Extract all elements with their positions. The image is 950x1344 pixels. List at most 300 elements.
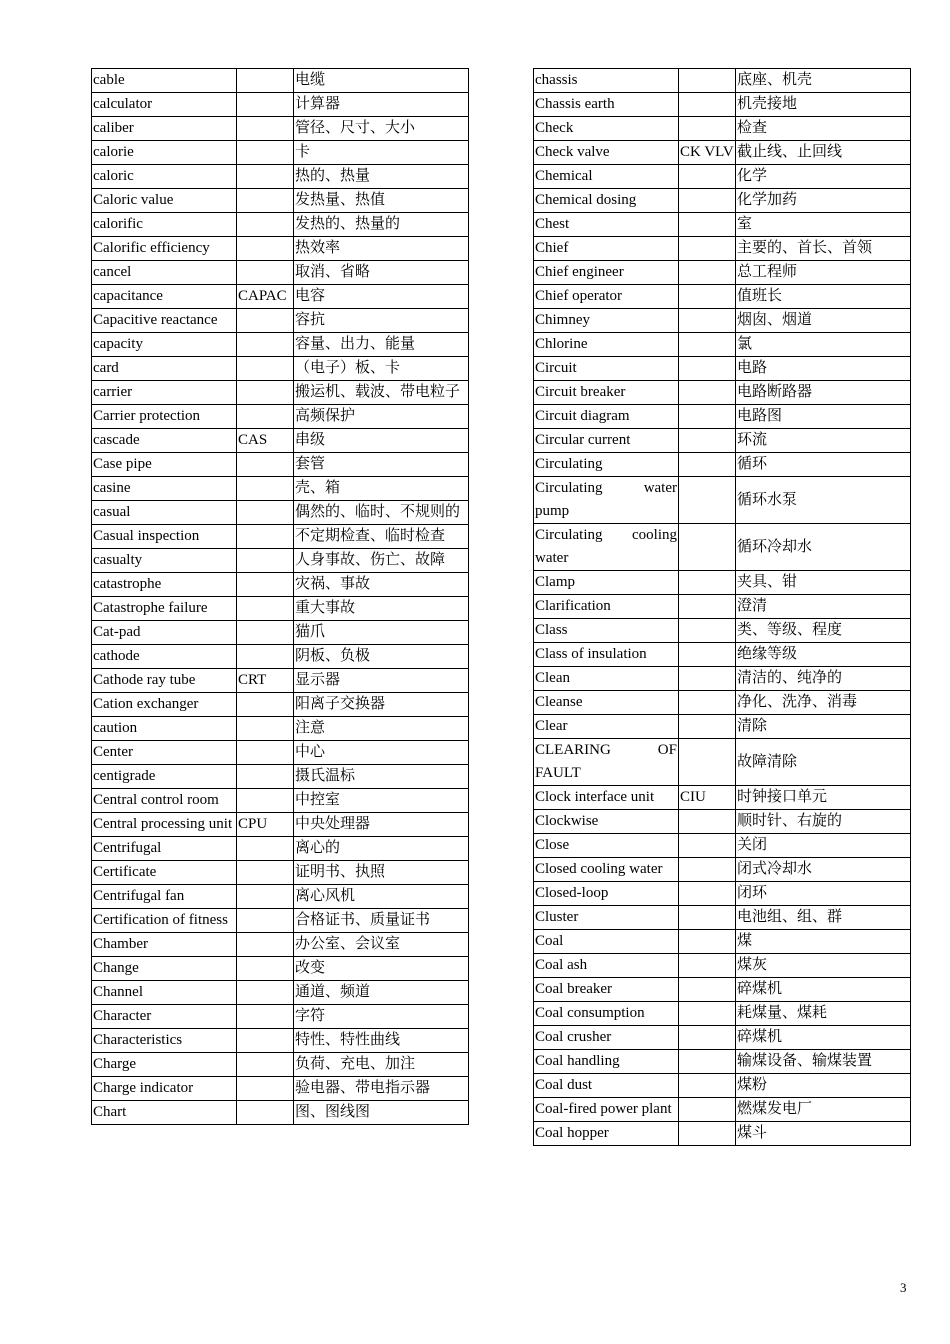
chinese-translation-cell: 字符	[294, 1005, 469, 1029]
chinese-translation-cell: 串级	[294, 429, 469, 453]
chinese-translation-cell: 计算器	[294, 93, 469, 117]
table-row	[534, 834, 911, 858]
abbreviation-cell	[237, 333, 294, 357]
chinese-translation-cell: 离心的	[294, 837, 469, 861]
abbreviation-cell: CAS	[237, 429, 294, 453]
abbreviation-cell	[237, 477, 294, 501]
abbreviation-cell	[679, 643, 736, 667]
abbreviation-cell	[679, 667, 736, 691]
table-row	[92, 309, 469, 333]
term-cell: Characteristics	[92, 1029, 237, 1053]
table-row	[534, 715, 911, 739]
abbreviation-cell	[237, 1029, 294, 1053]
term-cell: capacitance	[92, 285, 237, 309]
abbreviation-cell: CPU	[237, 813, 294, 837]
table-row	[92, 1101, 469, 1125]
abbreviation-cell	[679, 739, 736, 786]
table-row	[92, 861, 469, 885]
abbreviation-cell	[237, 1053, 294, 1077]
abbreviation-cell	[679, 429, 736, 453]
chinese-translation-cell: 电路	[736, 357, 911, 381]
abbreviation-cell	[679, 858, 736, 882]
abbreviation-cell	[679, 69, 736, 93]
table-row	[92, 525, 469, 549]
term-cell: Clockwise	[534, 810, 679, 834]
abbreviation-cell	[679, 381, 736, 405]
table-row	[534, 477, 911, 524]
abbreviation-cell	[237, 93, 294, 117]
term-cell: Clean	[534, 667, 679, 691]
chinese-translation-cell: 碎煤机	[736, 978, 911, 1002]
table-row	[92, 1005, 469, 1029]
chinese-translation-cell: 猫爪	[294, 621, 469, 645]
chinese-translation-cell: 闭式冷却水	[736, 858, 911, 882]
table-row	[534, 213, 911, 237]
chinese-translation-cell: 碎煤机	[736, 1026, 911, 1050]
table-row	[534, 595, 911, 619]
table-row	[534, 381, 911, 405]
abbreviation-cell	[237, 141, 294, 165]
chinese-translation-cell: 改变	[294, 957, 469, 981]
chinese-translation-cell: 套管	[294, 453, 469, 477]
abbreviation-cell	[679, 954, 736, 978]
chinese-translation-cell: 管径、尺寸、大小	[294, 117, 469, 141]
abbreviation-cell	[679, 1122, 736, 1146]
table-row	[534, 357, 911, 381]
table-row	[534, 954, 911, 978]
table-row	[92, 909, 469, 933]
term-cell: capacity	[92, 333, 237, 357]
term-cell: Check	[534, 117, 679, 141]
chinese-translation-cell: 灾祸、事故	[294, 573, 469, 597]
abbreviation-cell	[237, 909, 294, 933]
chinese-translation-cell: 净化、洗净、消毒	[736, 691, 911, 715]
chinese-translation-cell: 煤灰	[736, 954, 911, 978]
term-cell: Chief engineer	[534, 261, 679, 285]
table-row	[534, 571, 911, 595]
chinese-translation-cell: 阴板、负极	[294, 645, 469, 669]
abbreviation-cell	[679, 978, 736, 1002]
chinese-translation-cell: 清除	[736, 715, 911, 739]
chinese-translation-cell: 室	[736, 213, 911, 237]
abbreviation-cell	[679, 93, 736, 117]
term-cell: Calorific efficiency	[92, 237, 237, 261]
table-row	[534, 1122, 911, 1146]
table-row	[92, 213, 469, 237]
abbreviation-cell	[237, 573, 294, 597]
term-cell: Clock interface unit	[534, 786, 679, 810]
table-row	[92, 717, 469, 741]
term-cell: Chest	[534, 213, 679, 237]
table-row	[534, 453, 911, 477]
term-cell: Circular current	[534, 429, 679, 453]
glossary-table-right	[533, 68, 911, 1146]
term-cell: CLEARING OF FAULT	[534, 739, 679, 786]
abbreviation-cell	[237, 309, 294, 333]
term-cell: Cluster	[534, 906, 679, 930]
table-row	[92, 933, 469, 957]
abbreviation-cell	[679, 357, 736, 381]
abbreviation-cell	[237, 1101, 294, 1125]
table-row	[534, 1074, 911, 1098]
table-row	[92, 813, 469, 837]
table-row	[92, 357, 469, 381]
table-row	[92, 741, 469, 765]
chinese-translation-cell: 煤	[736, 930, 911, 954]
chinese-translation-cell: 中心	[294, 741, 469, 765]
table-row	[534, 333, 911, 357]
chinese-translation-cell: 循环水泵	[736, 477, 911, 524]
term-cell: Coal hopper	[534, 1122, 679, 1146]
abbreviation-cell	[237, 69, 294, 93]
chinese-translation-cell: 输煤设备、输煤装置	[736, 1050, 911, 1074]
table-row	[92, 477, 469, 501]
chinese-translation-cell: 闭环	[736, 882, 911, 906]
table-row	[534, 261, 911, 285]
chinese-translation-cell: 清洁的、纯净的	[736, 667, 911, 691]
abbreviation-cell	[679, 882, 736, 906]
chinese-translation-cell: 合格证书、质量证书	[294, 909, 469, 933]
term-cell: Closed cooling water	[534, 858, 679, 882]
table-row	[534, 1050, 911, 1074]
table-row	[534, 189, 911, 213]
term-cell: cathode	[92, 645, 237, 669]
chinese-translation-cell: 主要的、首长、首领	[736, 237, 911, 261]
term-cell: Capacitive reactance	[92, 309, 237, 333]
term-cell: cancel	[92, 261, 237, 285]
abbreviation-cell: CK VLV	[679, 141, 736, 165]
chinese-translation-cell: 机壳接地	[736, 93, 911, 117]
chinese-translation-cell: 耗煤量、煤耗	[736, 1002, 911, 1026]
term-cell: Chief operator	[534, 285, 679, 309]
chinese-translation-cell: 搬运机、载波、带电粒子	[294, 381, 469, 405]
term-cell: centigrade	[92, 765, 237, 789]
table-row	[534, 524, 911, 571]
table-row	[92, 981, 469, 1005]
abbreviation-cell	[679, 309, 736, 333]
term-cell: casual	[92, 501, 237, 525]
term-cell: caloric	[92, 165, 237, 189]
term-cell: Circuit	[534, 357, 679, 381]
abbreviation-cell	[679, 619, 736, 643]
abbreviation-cell	[237, 765, 294, 789]
term-cell: Channel	[92, 981, 237, 1005]
term-cell: Check valve	[534, 141, 679, 165]
chinese-translation-cell: 卡	[294, 141, 469, 165]
term-cell: Certificate	[92, 861, 237, 885]
chinese-translation-cell: 夹具、钳	[736, 571, 911, 595]
chinese-translation-cell: 办公室、会议室	[294, 933, 469, 957]
table-row	[92, 165, 469, 189]
abbreviation-cell	[237, 549, 294, 573]
abbreviation-cell	[237, 621, 294, 645]
abbreviation-cell	[679, 810, 736, 834]
term-cell: Cation exchanger	[92, 693, 237, 717]
abbreviation-cell	[679, 715, 736, 739]
chinese-translation-cell: 澄清	[736, 595, 911, 619]
table-row	[92, 573, 469, 597]
term-cell: Circulating cooling water	[534, 524, 679, 571]
term-cell: Chlorine	[534, 333, 679, 357]
term-cell: Coal	[534, 930, 679, 954]
term-cell: Charge indicator	[92, 1077, 237, 1101]
chinese-translation-cell: 验电器、带电指示器	[294, 1077, 469, 1101]
abbreviation-cell	[679, 117, 736, 141]
chinese-translation-cell: 化学加药	[736, 189, 911, 213]
chinese-translation-cell: 取消、省略	[294, 261, 469, 285]
abbreviation-cell	[237, 453, 294, 477]
abbreviation-cell	[237, 957, 294, 981]
term-cell: Center	[92, 741, 237, 765]
chinese-translation-cell: 顺时针、右旋的	[736, 810, 911, 834]
abbreviation-cell	[237, 693, 294, 717]
chinese-translation-cell: 故障清除	[736, 739, 911, 786]
abbreviation-cell	[237, 261, 294, 285]
table-row	[92, 669, 469, 693]
chinese-translation-cell: 中控室	[294, 789, 469, 813]
chinese-translation-cell: 发热的、热量的	[294, 213, 469, 237]
term-cell: caliber	[92, 117, 237, 141]
chinese-translation-cell: 电路图	[736, 405, 911, 429]
chinese-translation-cell: 摄氏温标	[294, 765, 469, 789]
chinese-translation-cell: 重大事故	[294, 597, 469, 621]
abbreviation-cell	[679, 691, 736, 715]
abbreviation-cell	[679, 333, 736, 357]
term-cell: Coal dust	[534, 1074, 679, 1098]
abbreviation-cell	[237, 741, 294, 765]
table-row	[92, 237, 469, 261]
table-row	[534, 405, 911, 429]
term-cell: catastrophe	[92, 573, 237, 597]
chinese-translation-cell: 总工程师	[736, 261, 911, 285]
chinese-translation-cell: 显示器	[294, 669, 469, 693]
abbreviation-cell	[237, 1005, 294, 1029]
chinese-translation-cell: 阳离子交换器	[294, 693, 469, 717]
abbreviation-cell	[237, 189, 294, 213]
abbreviation-cell: CRT	[237, 669, 294, 693]
term-cell: cascade	[92, 429, 237, 453]
term-cell: Caloric value	[92, 189, 237, 213]
chinese-translation-cell: 电容	[294, 285, 469, 309]
term-cell: Coal-fired power plant	[534, 1098, 679, 1122]
chinese-translation-cell: 烟囱、烟道	[736, 309, 911, 333]
chinese-translation-cell: 热的、热量	[294, 165, 469, 189]
term-cell: cable	[92, 69, 237, 93]
chinese-translation-cell: 偶然的、临时、不规则的	[294, 501, 469, 525]
term-cell: Class	[534, 619, 679, 643]
table-row	[92, 453, 469, 477]
chinese-translation-cell: 发热量、热值	[294, 189, 469, 213]
abbreviation-cell	[237, 501, 294, 525]
chinese-translation-cell: 值班长	[736, 285, 911, 309]
table-row	[92, 549, 469, 573]
chinese-translation-cell: 电缆	[294, 69, 469, 93]
table-row	[92, 597, 469, 621]
abbreviation-cell	[679, 1074, 736, 1098]
term-cell: carrier	[92, 381, 237, 405]
table-row	[92, 789, 469, 813]
table-row	[92, 141, 469, 165]
term-cell: Chemical dosing	[534, 189, 679, 213]
term-cell: calorie	[92, 141, 237, 165]
chinese-translation-cell: 不定期检查、临时检查	[294, 525, 469, 549]
chinese-translation-cell: 通道、频道	[294, 981, 469, 1005]
table-row	[534, 619, 911, 643]
abbreviation-cell	[237, 213, 294, 237]
abbreviation-cell	[237, 597, 294, 621]
table-row	[534, 930, 911, 954]
table-row	[534, 643, 911, 667]
abbreviation-cell	[679, 477, 736, 524]
term-cell: Clear	[534, 715, 679, 739]
term-cell: casualty	[92, 549, 237, 573]
table-row	[534, 165, 911, 189]
table-row	[92, 189, 469, 213]
term-cell: Catastrophe failure	[92, 597, 237, 621]
abbreviation-cell	[679, 1098, 736, 1122]
table-row	[92, 837, 469, 861]
term-cell: caution	[92, 717, 237, 741]
table-row	[92, 69, 469, 93]
table-row	[534, 117, 911, 141]
glossary-table-left	[91, 68, 469, 1125]
chinese-translation-cell: 检查	[736, 117, 911, 141]
abbreviation-cell	[679, 595, 736, 619]
term-cell: Circuit breaker	[534, 381, 679, 405]
term-cell: Chief	[534, 237, 679, 261]
term-cell: Close	[534, 834, 679, 858]
term-cell: Chimney	[534, 309, 679, 333]
table-row	[92, 645, 469, 669]
term-cell: casine	[92, 477, 237, 501]
abbreviation-cell	[679, 834, 736, 858]
chinese-translation-cell: 关闭	[736, 834, 911, 858]
abbreviation-cell: CIU	[679, 786, 736, 810]
chinese-translation-cell: 循环	[736, 453, 911, 477]
table-row	[92, 885, 469, 909]
term-cell: Central processing unit	[92, 813, 237, 837]
abbreviation-cell	[237, 405, 294, 429]
chinese-translation-cell: 离心风机	[294, 885, 469, 909]
chinese-translation-cell: 循环冷却水	[736, 524, 911, 571]
chinese-translation-cell: 高频保护	[294, 405, 469, 429]
table-row	[534, 858, 911, 882]
abbreviation-cell	[237, 789, 294, 813]
chinese-translation-cell: 底座、机壳	[736, 69, 911, 93]
table-row	[534, 309, 911, 333]
abbreviation-cell	[237, 837, 294, 861]
table-row	[92, 501, 469, 525]
term-cell: Coal consumption	[534, 1002, 679, 1026]
table-row	[92, 621, 469, 645]
table-row	[92, 429, 469, 453]
table-row	[92, 117, 469, 141]
abbreviation-cell	[237, 165, 294, 189]
table-row	[534, 978, 911, 1002]
abbreviation-cell	[237, 525, 294, 549]
abbreviation-cell	[679, 524, 736, 571]
term-cell: Coal crusher	[534, 1026, 679, 1050]
term-cell: Coal breaker	[534, 978, 679, 1002]
chinese-translation-cell: 电池组、组、群	[736, 906, 911, 930]
chinese-translation-cell: 煤粉	[736, 1074, 911, 1098]
chinese-translation-cell: 热效率	[294, 237, 469, 261]
chinese-translation-cell: 化学	[736, 165, 911, 189]
term-cell: Clarification	[534, 595, 679, 619]
table-row	[92, 1029, 469, 1053]
abbreviation-cell	[679, 453, 736, 477]
term-cell: Central control room	[92, 789, 237, 813]
term-cell: Charge	[92, 1053, 237, 1077]
table-row	[92, 693, 469, 717]
term-cell: calorific	[92, 213, 237, 237]
term-cell: Circuit diagram	[534, 405, 679, 429]
abbreviation-cell	[679, 930, 736, 954]
term-cell: chassis	[534, 69, 679, 93]
term-cell: Case pipe	[92, 453, 237, 477]
term-cell: Circulating water pump	[534, 477, 679, 524]
table-row	[534, 739, 911, 786]
table-row	[534, 141, 911, 165]
table-row	[92, 1053, 469, 1077]
term-cell: Certification of fitness	[92, 909, 237, 933]
term-cell: Chamber	[92, 933, 237, 957]
abbreviation-cell	[679, 237, 736, 261]
abbreviation-cell	[679, 571, 736, 595]
table-row	[92, 333, 469, 357]
abbreviation-cell	[237, 1077, 294, 1101]
chinese-translation-cell: 电路断路器	[736, 381, 911, 405]
abbreviation-cell	[679, 213, 736, 237]
chinese-translation-cell: 类、等级、程度	[736, 619, 911, 643]
chinese-translation-cell: 燃煤发电厂	[736, 1098, 911, 1122]
chinese-translation-cell: 环流	[736, 429, 911, 453]
chinese-translation-cell: （电子）板、卡	[294, 357, 469, 381]
term-cell: Coal handling	[534, 1050, 679, 1074]
abbreviation-cell: CAPAC	[237, 285, 294, 309]
chinese-translation-cell: 煤斗	[736, 1122, 911, 1146]
term-cell: Centrifugal fan	[92, 885, 237, 909]
table-row	[534, 691, 911, 715]
abbreviation-cell	[679, 906, 736, 930]
term-cell: Cat-pad	[92, 621, 237, 645]
abbreviation-cell	[679, 405, 736, 429]
chinese-translation-cell: 注意	[294, 717, 469, 741]
table-row	[534, 786, 911, 810]
term-cell: Closed-loop	[534, 882, 679, 906]
chinese-translation-cell: 特性、特性曲线	[294, 1029, 469, 1053]
abbreviation-cell	[237, 237, 294, 261]
abbreviation-cell	[237, 981, 294, 1005]
term-cell: Clamp	[534, 571, 679, 595]
term-cell: Centrifugal	[92, 837, 237, 861]
term-cell: Cathode ray tube	[92, 669, 237, 693]
table-row	[92, 93, 469, 117]
term-cell: Change	[92, 957, 237, 981]
chinese-translation-cell: 容抗	[294, 309, 469, 333]
table-row	[92, 381, 469, 405]
term-cell: Character	[92, 1005, 237, 1029]
chinese-translation-cell: 氯	[736, 333, 911, 357]
table-row	[534, 906, 911, 930]
table-row	[534, 237, 911, 261]
chinese-translation-cell: 图、图线图	[294, 1101, 469, 1125]
table-row	[92, 957, 469, 981]
term-cell: Chassis earth	[534, 93, 679, 117]
abbreviation-cell	[237, 645, 294, 669]
term-cell: Class of insulation	[534, 643, 679, 667]
chinese-translation-cell: 容量、出力、能量	[294, 333, 469, 357]
